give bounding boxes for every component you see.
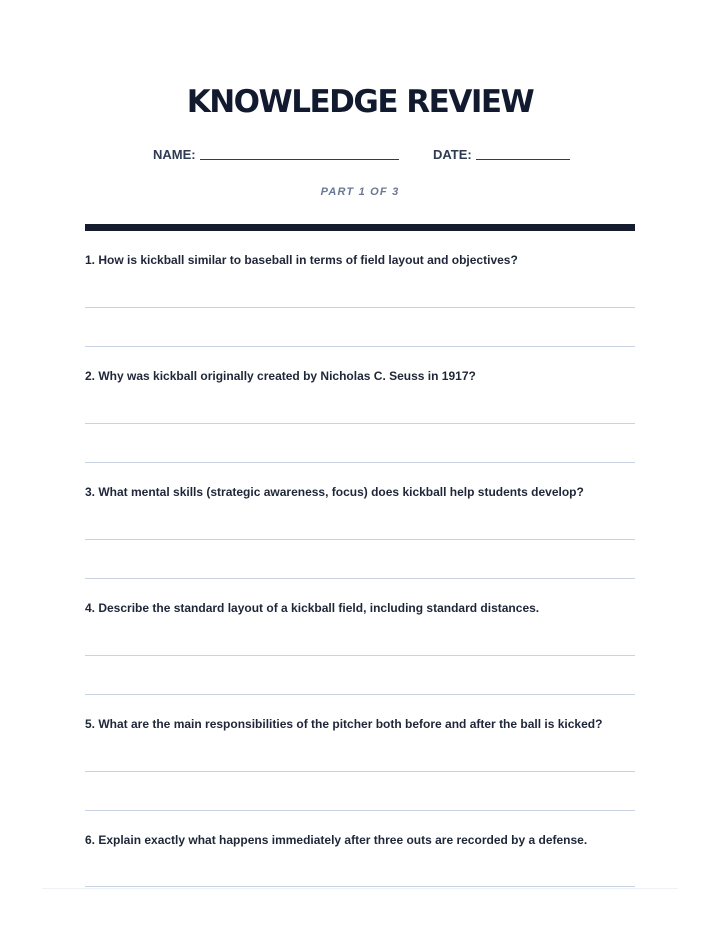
- page-bottom-edge: [42, 888, 678, 889]
- date-label: DATE:: [433, 147, 472, 162]
- answer-line[interactable]: [85, 655, 635, 656]
- question-4: 4. Describe the standard layout of a kickball field, including standard distances.: [85, 601, 540, 615]
- answer-line[interactable]: [85, 771, 635, 772]
- answer-line[interactable]: [85, 307, 635, 308]
- date-field: [433, 147, 570, 162]
- answer-line[interactable]: [85, 462, 635, 463]
- answer-line[interactable]: [85, 810, 635, 811]
- date-blank[interactable]: [476, 159, 570, 160]
- part-indicator: PART 1 OF 3: [320, 186, 400, 198]
- answer-line[interactable]: [85, 578, 635, 579]
- answer-line[interactable]: [85, 886, 635, 887]
- answer-line[interactable]: [85, 539, 635, 540]
- question-3: 3. What mental skills (strategic awareness, focus) does kickball help students develop?: [85, 485, 584, 499]
- question-1: 1. How is kickball similar to baseball in terms of field layout and objectives?: [85, 253, 518, 267]
- answer-line[interactable]: [85, 423, 635, 424]
- name-blank[interactable]: [200, 159, 399, 160]
- question-6: 6. Explain exactly what happens immediately after three outs are recorded by a defense.: [85, 833, 588, 847]
- answer-line[interactable]: [85, 346, 635, 347]
- name-field: [153, 147, 399, 162]
- name-label: NAME:: [153, 147, 196, 162]
- header-fields: [0, 147, 720, 167]
- answer-line[interactable]: [85, 694, 635, 695]
- header-divider: [85, 224, 635, 231]
- question-2: 2. Why was kickball originally created by Nicholas C. Seuss in 1917?: [85, 369, 476, 383]
- question-5: 5. What are the main responsibilities of the pitcher both before and after the ball is kicked?: [85, 717, 603, 731]
- page-title: KNOWLEDGE REVIEW: [186, 84, 534, 120]
